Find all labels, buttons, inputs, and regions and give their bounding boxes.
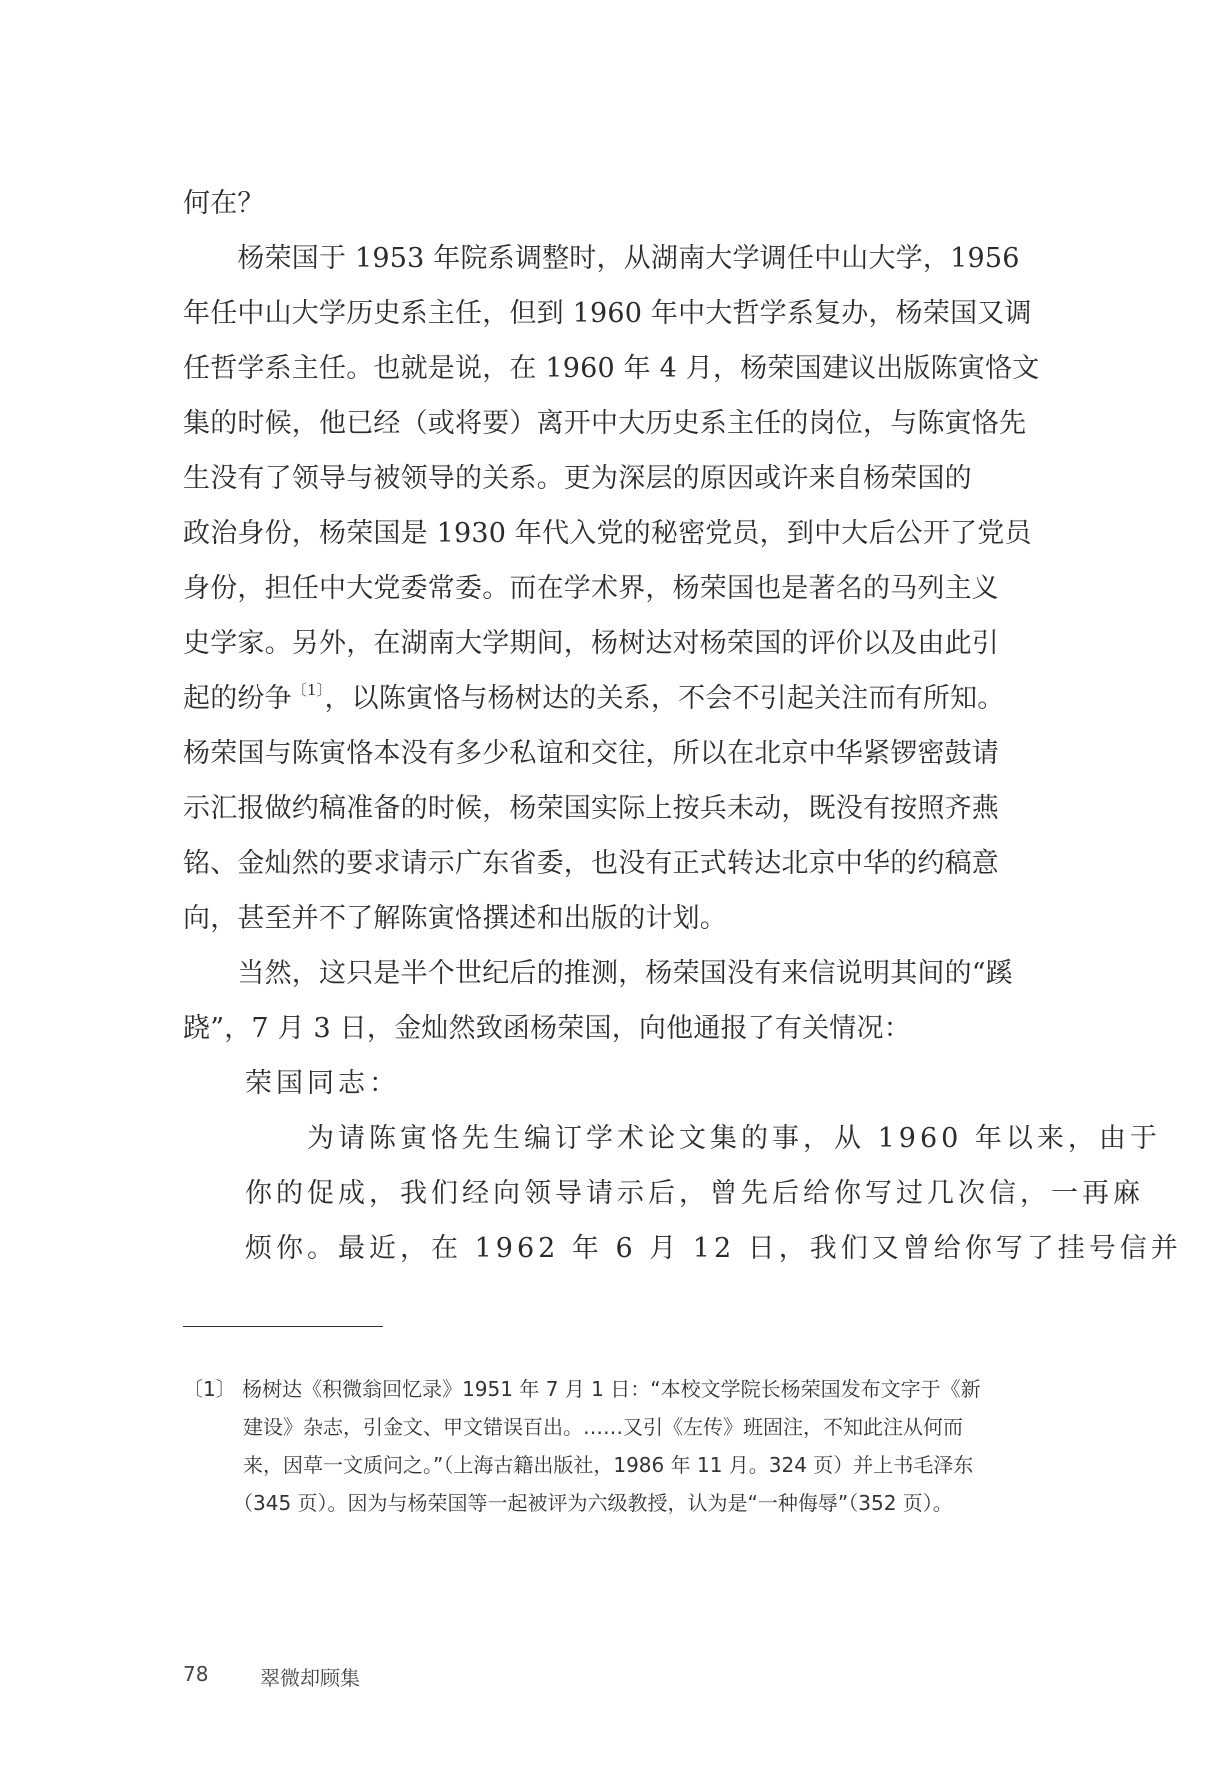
page-number: 78 [183, 1662, 209, 1686]
quote-line: 为请陈寅恪先生编订学术论文集的事，从 1960 年以来，由于 [183, 1123, 1161, 1154]
footnote-line: （345 页）。因为与杨荣国等一起被评为六级教授，认为是“一种侮辱”（352 页）。 [183, 1491, 953, 1515]
footnote-line: 建设》杂志，引金文、甲文错误百出。……又引《左传》班固注，不知此注从何而 [183, 1415, 963, 1439]
body-line: 当然，这只是半个世纪后的推测，杨荣国没有来信说明其间的“蹊 [183, 958, 1014, 989]
body-text [183, 176, 1182, 1276]
body-line: 集的时候，他已经（或将要）离开中大历史系主任的岗位，与陈寅恪先 [183, 408, 1027, 439]
body-line-start: 起的纷争 [183, 683, 292, 714]
body-line: 何在？ [183, 188, 265, 219]
footnote-reference[interactable]: 〔1〕 [291, 681, 325, 699]
body-line-end: ，以陈寅恪与杨树达的关系，不会不引起关注而有所知。 [324, 683, 1005, 714]
footnotes [183, 1370, 1043, 1522]
body-line: 政治身份，杨荣国是 1930 年代入党的秘密党员，到中大后公开了党员 [183, 518, 1032, 549]
page-footer [183, 1662, 1043, 1692]
body-line: 杨荣国于 1953 年院系调整时，从湖南大学调任中山大学，1956 [183, 243, 1020, 274]
body-line-with-footnote [183, 671, 1033, 726]
body-line: 生没有了领导与被领导的关系。更为深层的原因或许来自杨荣国的 [183, 463, 972, 494]
quote-line: 烦你。最近，在 1962 年 6 月 12 日，我们又曾给你写了挂号信并 [183, 1233, 1182, 1264]
body-line: 任哲学系主任。也就是说，在 1960 年 4 月，杨荣国建议出版陈寅恪文 [183, 353, 1040, 384]
footnote-divider [183, 1326, 383, 1327]
body-line: 身份，担任中大党委常委。而在学术界，杨荣国也是著名的马列主义 [183, 573, 999, 604]
quote-line: 你的促成，我们经向领导请示后，曾先后给你写过几次信，一再麻 [183, 1178, 1144, 1209]
body-line: 史学家。另外，在湖南大学期间，杨树达对杨荣国的评价以及由此引 [183, 628, 999, 659]
body-line: 铭、金灿然的要求请示广东省委，也没有正式转达北京中华的约稿意 [183, 848, 999, 879]
body-line: 示汇报做约稿准备的时候，杨荣国实际上按兵未动，既没有按照齐燕 [183, 793, 999, 824]
quoted-letter [183, 1056, 1182, 1276]
body-line: 杨荣国与陈寅恪本没有多少私谊和交往，所以在北京中华紧锣密鼓请 [183, 738, 999, 769]
quote-line: 荣国同志： [183, 1068, 400, 1099]
footnote-line: 来，因草一文质问之。”（上海古籍出版社，1986 年 11 月。324 页）并上书毛泽东 [183, 1453, 974, 1477]
book-title: 翠微却顾集 [260, 1666, 360, 1690]
body-line: 跷”，7 月 3 日，金灿然致函杨荣国，向他通报了有关情况： [183, 1013, 911, 1044]
body-line: 年任中山大学历史系主任，但到 1960 年中大哲学系复办，杨荣国又调 [183, 298, 1032, 329]
footnote-line: 〔1〕 杨树达《积微翁回忆录》1951 年 7 月 1 日：“本校文学院长杨荣国发布文字于《新 [183, 1377, 981, 1401]
body-line: 向，甚至并不了解陈寅恪撰述和出版的计划。 [183, 903, 727, 934]
